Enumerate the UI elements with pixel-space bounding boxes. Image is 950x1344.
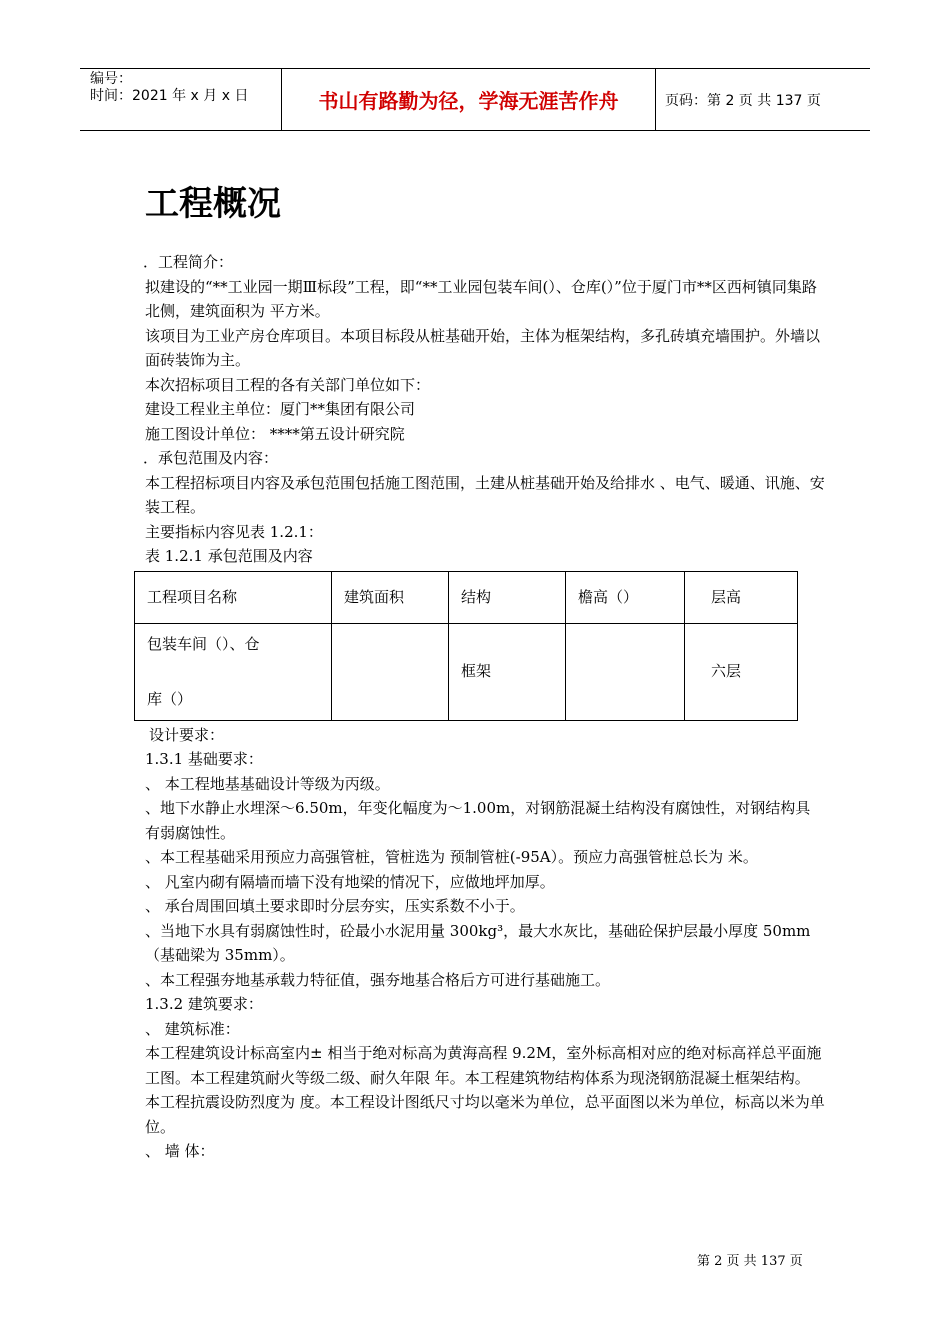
paragraph: 本工程招标项目内容及承包范围包括施工图范围，土建从桩基础开始及给排水 、电气、暖通、讯施、安装工程。	[145, 473, 825, 516]
table-caption: 表 1.2.1 承包范围及内容	[145, 547, 313, 565]
time-label: 时间：2021 年 x 月 x 日	[90, 88, 249, 104]
paragraph: 、 承台周围回填土要求即时分层夯实，压实系数不小于。	[145, 897, 525, 915]
scope-table	[134, 571, 798, 721]
paragraph: 施工图设计单位： ****第五设计研究院	[145, 424, 405, 443]
header-motto: 书山有路勤为径，学海无涯苦作舟	[281, 69, 656, 130]
document-body	[145, 250, 825, 1164]
paragraph: 、本工程强夯地基承载力特征值，强夯地基合格后方可进行基础施工。	[145, 970, 611, 989]
section-heading: 设计要求：	[149, 725, 225, 744]
paragraph: 、地下水静止水埋深～6.50m，年变化幅度为～1.00m，对钢筋混凝土结构没有腐蚀性，对钢结构具有弱腐蚀性。	[145, 799, 811, 842]
paragraph: 本次招标项目工程的各有关部门单位如下：	[145, 375, 431, 394]
page-header	[80, 68, 870, 131]
cell-structure: 框架	[449, 623, 566, 720]
header-cell: 檐高（）	[566, 571, 685, 623]
header-meta	[90, 71, 280, 105]
cell-project-name: 包装车间（）、仓 库（）	[135, 623, 332, 720]
table-row	[135, 623, 798, 720]
table-header-row	[135, 571, 798, 623]
paragraph: 建设工程业主单位：厦门**集团有限公司	[145, 400, 416, 418]
subsection-heading: 1.3.2 建筑要求：	[145, 995, 263, 1013]
page-title: 工程概况	[145, 184, 281, 224]
number-label: 编号：	[90, 71, 132, 87]
paragraph: 、本工程基础采用预应力高强管桩，管桩选为 预制管桩(-95A）。预应力高强管桩总长为 米。	[145, 848, 758, 866]
paragraph: 本工程抗震设防烈度为 度。本工程设计图纸尺寸均以毫米为单位，总平面图以米为单位，标高以米为单位。	[145, 1093, 825, 1136]
paragraph: 、 凡室内砌有隔墙而墙下没有地梁的情况下，应做地坪加厚。	[145, 872, 555, 891]
page-footer: 第 2 页 共 137 页	[697, 1254, 803, 1269]
paragraph: 、当地下水具有弱腐蚀性时，砼最小水泥用量 300kg³，最大水灰比，基础砼保护层最小厚度 50mm（基础梁为 35mm）。	[145, 921, 811, 964]
header-cell: 结构	[449, 571, 566, 623]
paragraph: 该项目为工业产房仓库项目。本项目标段从桩基础开始，主体为框架结构，多孔砖填充墙围护。外墙以面砖装饰为主。	[145, 326, 821, 369]
header-cell: 工程项目名称	[135, 571, 332, 623]
cell-area	[332, 623, 449, 720]
paragraph: 、 本工程地基基础设计等级为丙级。	[145, 774, 390, 793]
header-cell: 建筑面积	[332, 571, 449, 623]
header-cell: 层高	[685, 571, 798, 623]
paragraph: 拟建设的“**工业园一期Ⅲ标段”工程，即“**工业园包装车间(）、仓库(）”位于厦门市**区西柯镇同集路北侧，建筑面积为 平方米。	[145, 277, 817, 320]
paragraph: 、 墙 体：	[145, 1142, 215, 1160]
cell-floors: 六层	[685, 623, 798, 720]
cell-eave	[566, 623, 685, 720]
header-page-info: 页码：第 2 页 共 137 页	[665, 92, 821, 109]
subsection-heading: 1.3.1 基础要求：	[145, 750, 263, 768]
paragraph: 本工程建筑设计标高室内± 相当于绝对标高为黄海高程 9.2M，室外标高相对应的绝对标高祥总平面施工图。本工程建筑耐火等级二级、耐久年限 年。本工程建筑物结构体系为现浇钢筋混凝土框架结构。	[145, 1044, 822, 1087]
section-heading: ．工程简介：	[143, 253, 234, 271]
paragraph: 主要指标内容见表 1.2.1：	[145, 522, 323, 541]
paragraph: 、 建筑标准：	[145, 1019, 240, 1038]
section-heading: ．承包范围及内容：	[143, 449, 279, 467]
